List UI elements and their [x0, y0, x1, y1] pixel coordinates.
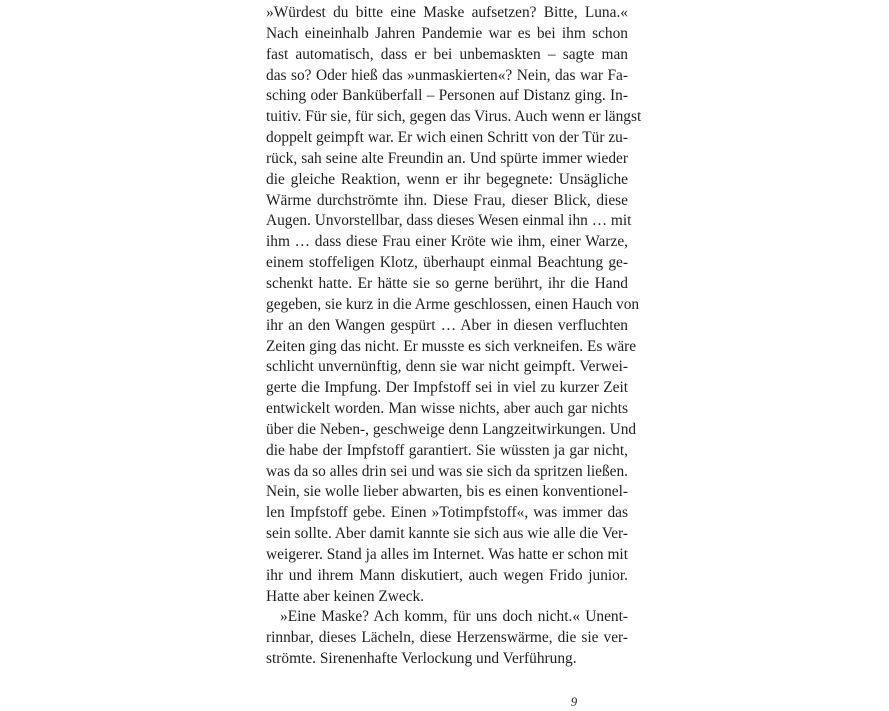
text-line: tuitiv. Für sie, für sich, gegen das Virus. Auch wenn er längst [266, 108, 642, 126]
paragraph-2 [266, 607, 628, 670]
text-line: rinnbar, dieses Lächeln, diese Herzenswärme, die sie ver- [266, 629, 628, 647]
text-line: ihr und ihrem Mann diskutiert, auch wegen Frido junior. [266, 566, 628, 584]
text-line: doppelt geimpft war. Er wich einen Schritt von der Tür zu- [266, 129, 628, 147]
text-line-indented: »Eine Maske? Ach komm, für uns doch nicht.« Unent- [280, 608, 628, 626]
text-line: len Impfstoff gebe. Einen »Totimpfstoff«, was immer das [266, 504, 628, 522]
text-line: weigerer. Stand ja alles im Internet. Was hatte er schon mit [266, 545, 628, 563]
text-line: schlicht unvernünftig, denn sie war nicht geimpft. Verwei- [266, 358, 628, 376]
text-line: über die Neben-, geschweige denn Langzeitwirkungen. Und [266, 420, 637, 438]
text-line: gegeben, sie kurz in die Arme geschlossen, einen Hauch von [266, 295, 640, 313]
text-line: gerte die Impfung. Der Impfstoff sei in viel zu kurzer Zeit [266, 379, 628, 397]
text-line: was da so alles drin sei und was sie sich da spritzen ließen. [266, 462, 629, 480]
text-line: ihm … dass diese Frau einer Kröte wie ihm, einer Warze, [266, 233, 628, 251]
text-line: Nach eineinhalb Jahren Pandemie war es bei ihm schon [266, 24, 628, 42]
text-line: das so? Oder hieß das »unmaskierten«? Nein, das war Fa- [266, 66, 628, 84]
text-line: Nein, sie wolle lieber abwarten, bis es einen konventionel- [266, 483, 628, 501]
text-line: Wärme durchströmte ihn. Diese Frau, dieser Blick, diese [266, 191, 628, 209]
text-line: sein sollte. Aber damit kannte sie sich aus wie alle die Ver- [266, 525, 628, 543]
text-line: Zeiten ging das nicht. Er musste es sich verkneifen. Es wäre [266, 337, 637, 355]
text-line: Augen. Unvorstellbar, dass dieses Wesen einmal ihn … mit [266, 212, 632, 230]
text-line: die habe der Impfstoff garantiert. Sie wüssten ja gar nicht, [266, 441, 628, 459]
page-number: 9 [570, 695, 578, 709]
text-line: die gleiche Reaktion, wenn er ihr begegnete: Unsägliche [266, 170, 628, 188]
text-line: fast automatisch, dass er bei unbemaskten – sagte man [266, 45, 628, 63]
text-line: einem stoffeligen Klotz, überhaupt einmal Beachtung ge- [266, 254, 628, 272]
text-line: entwickelt worden. Man wisse nichts, aber auch gar nichts [266, 400, 628, 418]
text-line: sching oder Banküberfall – Personen auf Distanz ging. In- [266, 87, 628, 105]
text-line-last: Hatte aber keinen Zweck. [266, 587, 425, 605]
body-text [266, 3, 642, 670]
text-line: rück, sah seine alte Freundin an. Und spürte immer wieder [266, 149, 628, 167]
paragraph-1 [266, 3, 642, 607]
text-line: ihr an den Wangen gespürt … Aber in diesen verfluchten [266, 316, 628, 334]
text-line: »Würdest du bitte eine Maske aufsetzen? Bitte, Luna.« [266, 4, 628, 21]
text-line: schenkt hatte. Er hätte sie so gerne berührt, ihr die Hand [266, 274, 628, 292]
text-line-last: strömte. Sirenenhafte Verlockung und Verführung. [266, 650, 577, 668]
